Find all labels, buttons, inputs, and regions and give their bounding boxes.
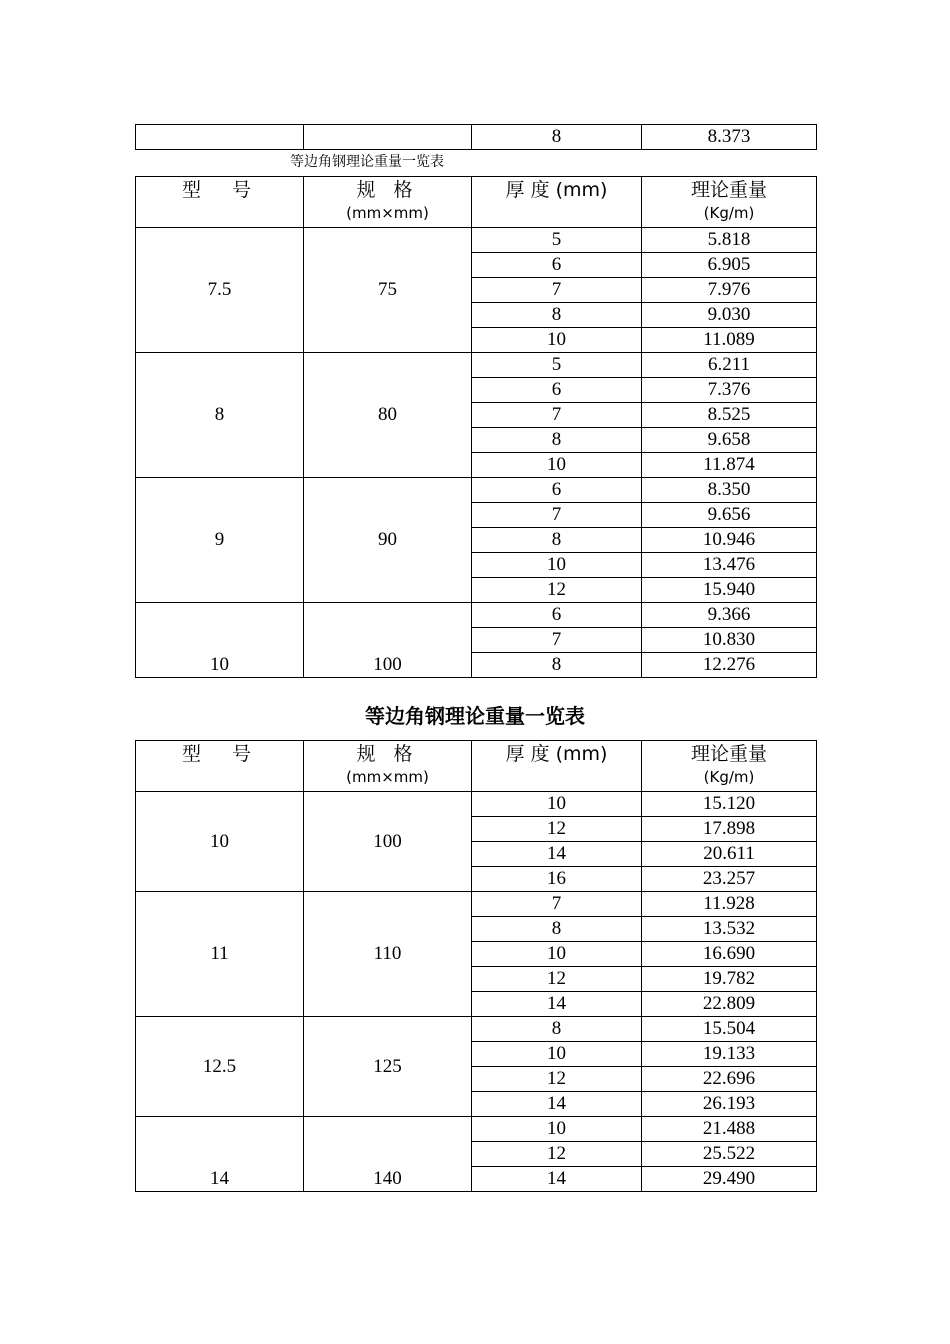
thickness-cell: 14	[472, 842, 642, 867]
table-row	[136, 603, 817, 628]
table-row	[136, 1017, 817, 1042]
cell: 8.373	[642, 125, 817, 150]
table-row	[136, 353, 817, 378]
weight-cell: 13.532	[642, 917, 817, 942]
model-cell: 12.5	[136, 1017, 304, 1117]
thickness-cell: 12	[472, 578, 642, 603]
thickness-cell: 7	[472, 892, 642, 917]
model-cell: 14	[136, 1117, 304, 1192]
table-row	[136, 792, 817, 817]
thickness-cell: 12	[472, 967, 642, 992]
spec-cell: 110	[304, 892, 472, 1017]
weight-cell: 11.089	[642, 328, 817, 353]
thickness-cell: 6	[472, 603, 642, 628]
header-weight: 理论重量 (Kg/m)	[642, 177, 817, 228]
thickness-cell: 12	[472, 1142, 642, 1167]
thickness-cell: 10	[472, 1117, 642, 1142]
table-row	[136, 125, 817, 150]
header-thickness: 厚 度 (mm)	[472, 177, 642, 228]
spec-cell: 100	[304, 792, 472, 892]
weight-cell: 11.874	[642, 453, 817, 478]
spec-cell: 100	[304, 603, 472, 678]
thickness-cell: 14	[472, 1167, 642, 1192]
weight-cell: 9.366	[642, 603, 817, 628]
thickness-cell: 8	[472, 1017, 642, 1042]
thickness-cell: 12	[472, 1067, 642, 1092]
model-cell: 10	[136, 792, 304, 892]
header-weight: 理论重量 (Kg/m)	[642, 741, 817, 792]
thickness-cell: 10	[472, 942, 642, 967]
table-caption-large: 等边角钢理论重量一览表	[365, 704, 585, 728]
weight-cell: 8.525	[642, 403, 817, 428]
weight-cell: 12.276	[642, 653, 817, 678]
weight-cell: 8.350	[642, 478, 817, 503]
cell: 8	[472, 125, 642, 150]
weight-cell: 22.809	[642, 992, 817, 1017]
thickness-cell: 7	[472, 403, 642, 428]
spec-cell: 90	[304, 478, 472, 603]
weight-cell: 9.658	[642, 428, 817, 453]
table-caption-small: 等边角钢理论重量一览表	[290, 154, 444, 170]
model-cell: 8	[136, 353, 304, 478]
thickness-cell: 10	[472, 1042, 642, 1067]
weight-cell: 16.690	[642, 942, 817, 967]
table-header-row	[136, 177, 817, 228]
top-fragment-table	[135, 124, 817, 150]
spec-cell: 125	[304, 1017, 472, 1117]
weight-cell: 15.504	[642, 1017, 817, 1042]
weight-cell: 9.656	[642, 503, 817, 528]
weight-cell: 7.976	[642, 278, 817, 303]
weight-cell: 7.376	[642, 378, 817, 403]
header-thickness: 厚 度 (mm)	[472, 741, 642, 792]
thickness-cell: 10	[472, 792, 642, 817]
thickness-cell: 10	[472, 328, 642, 353]
thickness-cell: 10	[472, 553, 642, 578]
header-spec: 规 格 (mm×mm)	[304, 741, 472, 792]
weight-cell: 26.193	[642, 1092, 817, 1117]
weight-cell: 6.211	[642, 353, 817, 378]
thickness-cell: 8	[472, 917, 642, 942]
thickness-cell: 14	[472, 1092, 642, 1117]
thickness-cell: 6	[472, 478, 642, 503]
thickness-cell: 8	[472, 428, 642, 453]
thickness-cell: 6	[472, 253, 642, 278]
weight-cell: 29.490	[642, 1167, 817, 1192]
header-model: 型 号	[136, 177, 304, 228]
weight-cell: 25.522	[642, 1142, 817, 1167]
weight-cell: 13.476	[642, 553, 817, 578]
angle-steel-table-1	[135, 176, 817, 678]
thickness-cell: 6	[472, 378, 642, 403]
angle-steel-table-2	[135, 740, 817, 1192]
thickness-cell: 16	[472, 867, 642, 892]
thickness-cell: 14	[472, 992, 642, 1017]
model-cell: 11	[136, 892, 304, 1017]
thickness-cell: 5	[472, 228, 642, 253]
weight-cell: 20.611	[642, 842, 817, 867]
header-model: 型 号	[136, 741, 304, 792]
weight-cell: 9.030	[642, 303, 817, 328]
spec-cell: 80	[304, 353, 472, 478]
weight-cell: 15.940	[642, 578, 817, 603]
weight-cell: 5.818	[642, 228, 817, 253]
thickness-cell: 7	[472, 278, 642, 303]
model-cell: 7.5	[136, 228, 304, 353]
thickness-cell: 5	[472, 353, 642, 378]
table-row	[136, 1117, 817, 1142]
weight-cell: 22.696	[642, 1067, 817, 1092]
cell	[136, 125, 304, 150]
weight-cell: 19.782	[642, 967, 817, 992]
spec-cell: 140	[304, 1117, 472, 1192]
weight-cell: 11.928	[642, 892, 817, 917]
table-row	[136, 228, 817, 253]
thickness-cell: 7	[472, 503, 642, 528]
thickness-cell: 12	[472, 817, 642, 842]
weight-cell: 10.946	[642, 528, 817, 553]
weight-cell: 21.488	[642, 1117, 817, 1142]
thickness-cell: 8	[472, 653, 642, 678]
cell	[304, 125, 472, 150]
table-header-row	[136, 741, 817, 792]
table-row	[136, 478, 817, 503]
thickness-cell: 8	[472, 303, 642, 328]
weight-cell: 6.905	[642, 253, 817, 278]
weight-cell: 19.133	[642, 1042, 817, 1067]
weight-cell: 17.898	[642, 817, 817, 842]
thickness-cell: 7	[472, 628, 642, 653]
model-cell: 10	[136, 603, 304, 678]
weight-cell: 15.120	[642, 792, 817, 817]
spec-cell: 75	[304, 228, 472, 353]
thickness-cell: 10	[472, 453, 642, 478]
header-spec: 规 格 (mm×mm)	[304, 177, 472, 228]
weight-cell: 23.257	[642, 867, 817, 892]
table-row	[136, 892, 817, 917]
weight-cell: 10.830	[642, 628, 817, 653]
thickness-cell: 8	[472, 528, 642, 553]
model-cell: 9	[136, 478, 304, 603]
